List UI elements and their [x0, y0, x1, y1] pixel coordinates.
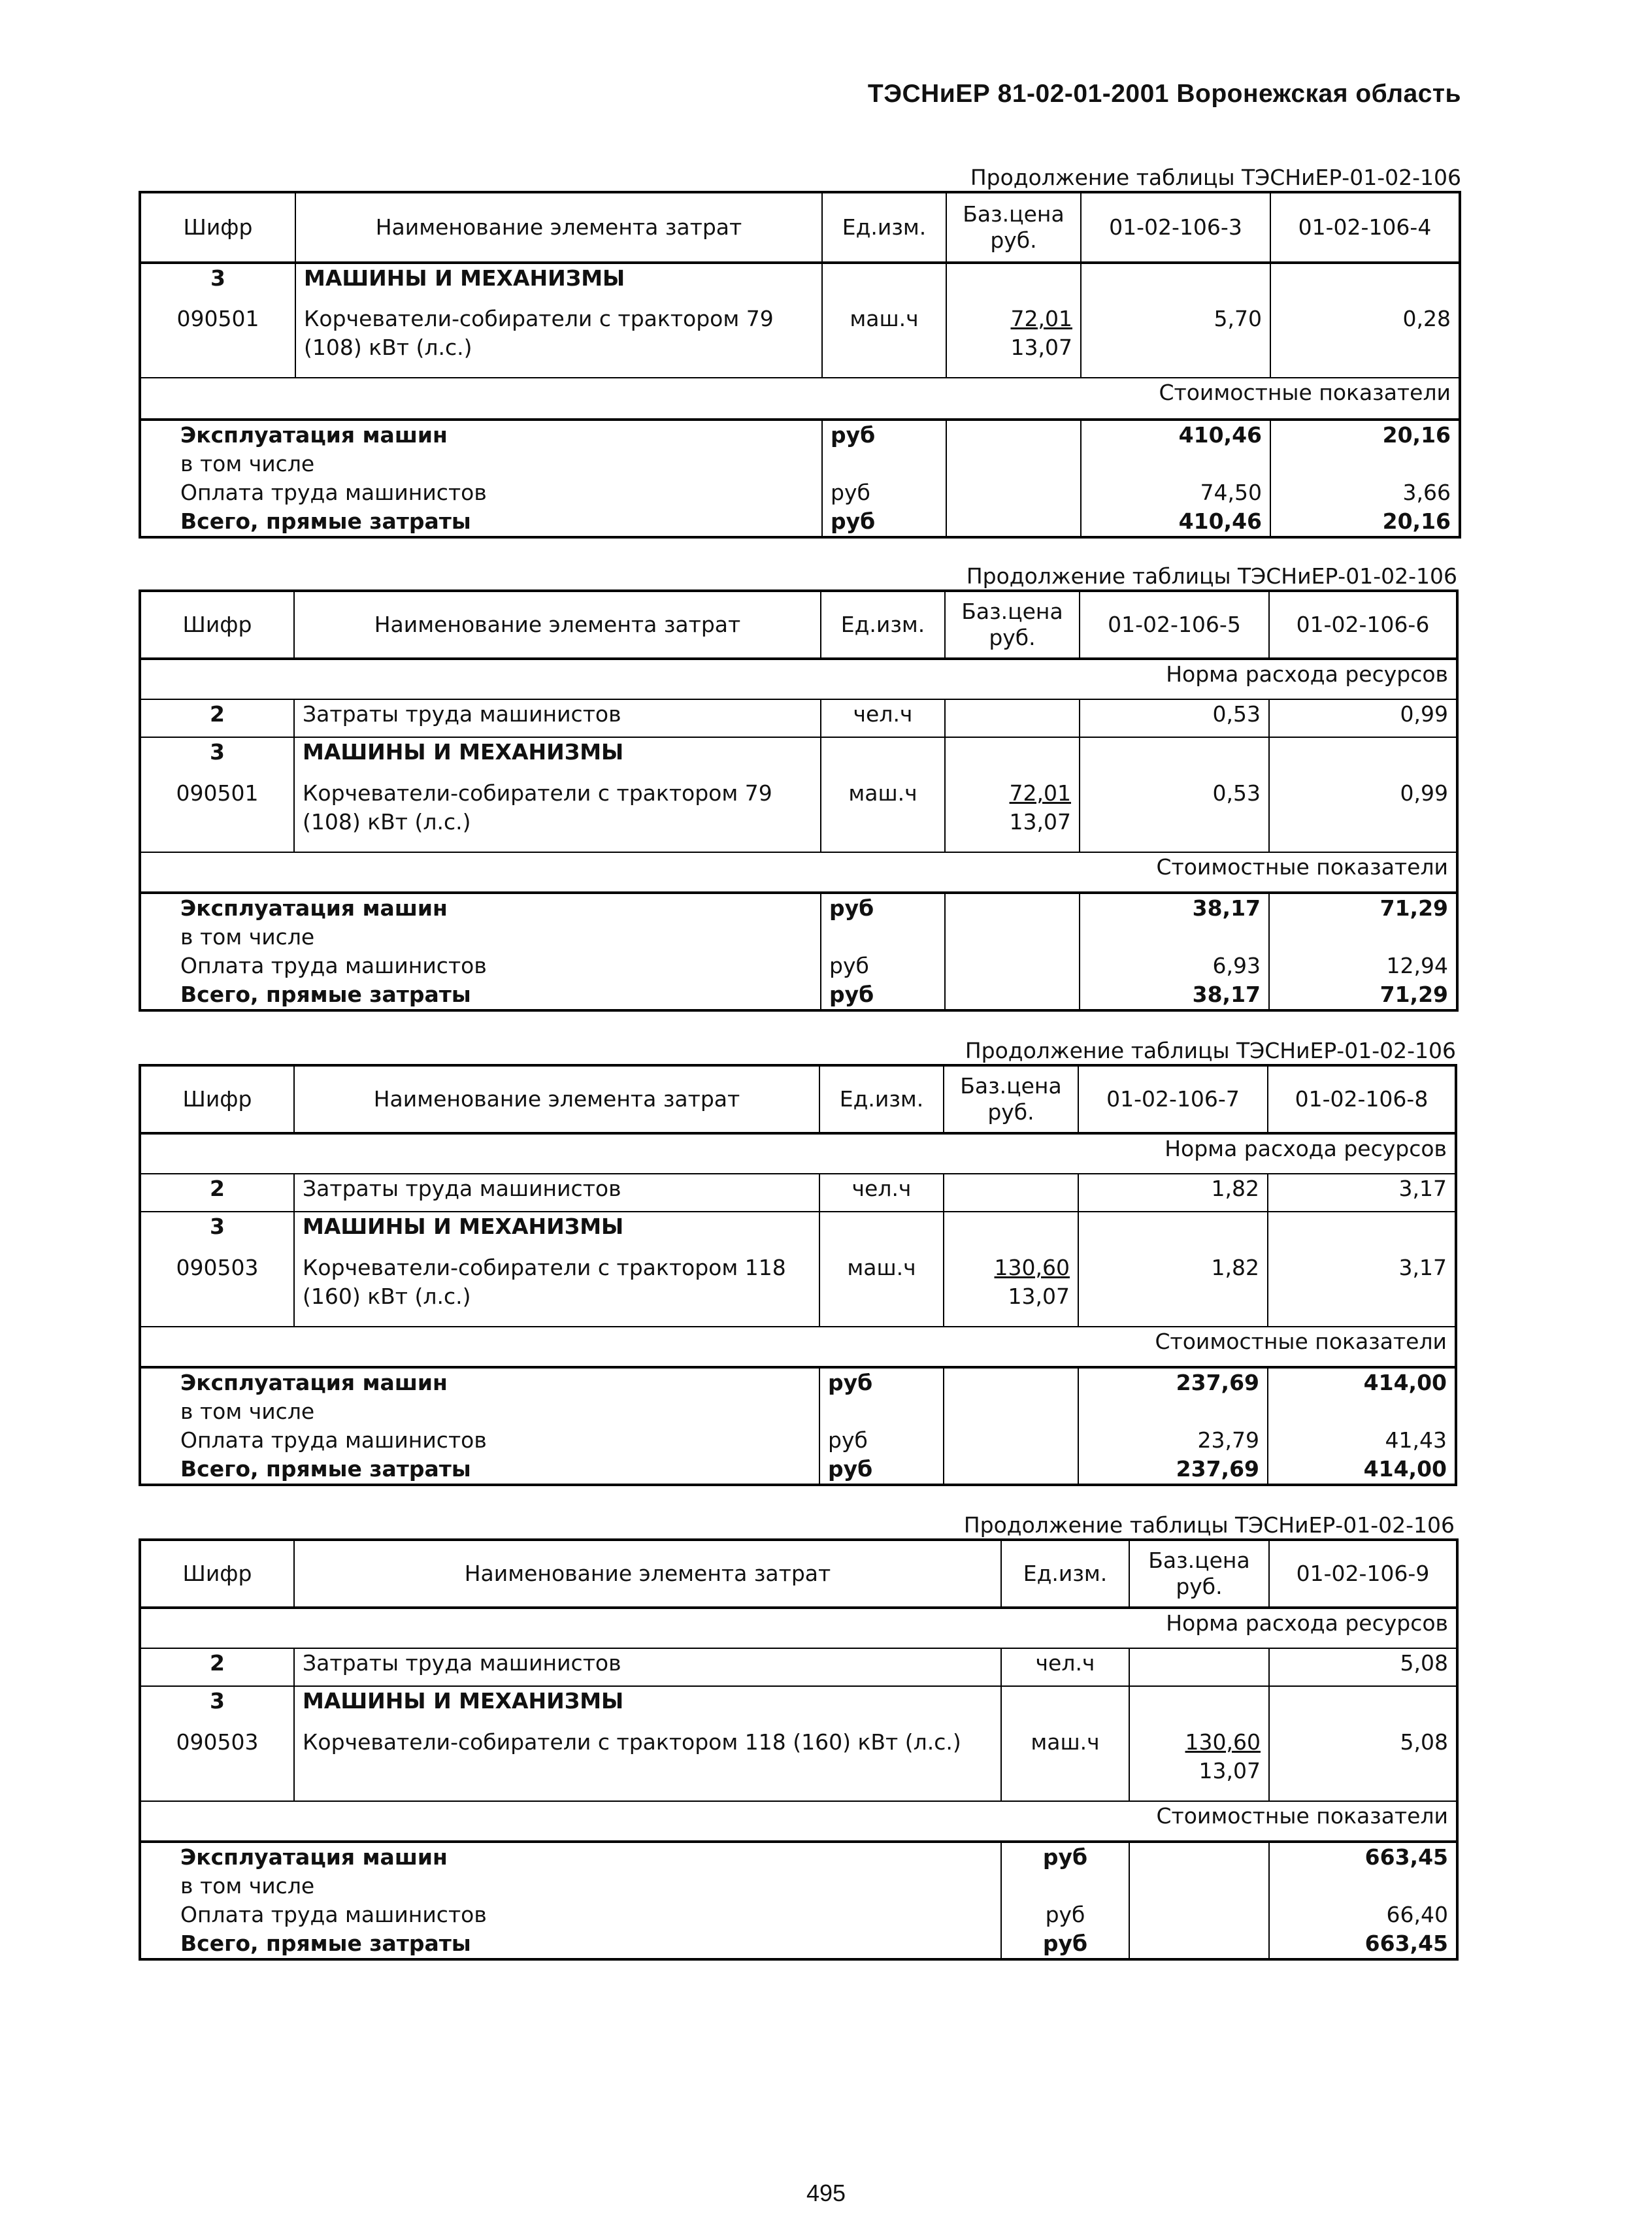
col-name-header: Наименование элемента затрат — [294, 1065, 819, 1133]
price-bottom: 13,07 — [1008, 1284, 1070, 1309]
total-label: Всего, прямые затраты — [140, 1455, 819, 1485]
section-code: 3 — [140, 1686, 294, 1728]
cost-value: 38,17 — [1080, 980, 1269, 1010]
total-label: Всего, прямые затраты — [140, 1929, 1001, 1959]
labor-unit: чел.ч — [1001, 1648, 1129, 1686]
labor-name: Затраты труда машинистов — [294, 1648, 1001, 1686]
col-code-header: Шифр — [140, 192, 295, 263]
cost-caption: Стоимостные показатели — [140, 852, 1457, 893]
section-code: 2 — [140, 1174, 294, 1212]
section-code: 3 — [140, 263, 295, 305]
cost-value: 237,69 — [1078, 1367, 1268, 1397]
cost-caption: Стоимостные показатели — [140, 1801, 1457, 1842]
col-code-header: Шифр — [140, 591, 294, 659]
unit-label: руб — [1001, 1900, 1129, 1929]
col-name-header: Наименование элемента затрат — [294, 1540, 1001, 1608]
resource-name: Корчеватели-собиратели с трактором 118 (160) кВт (л.с.) — [294, 1253, 819, 1327]
norm-value: 0,28 — [1402, 306, 1451, 331]
col-unit-header: Ед.изм. — [819, 1065, 944, 1133]
unit-label: руб — [822, 478, 946, 507]
including-label: в том числе — [140, 1872, 1001, 1900]
col-norm-header: 01-02-106-6 — [1269, 591, 1457, 659]
col-norm-header: 01-02-106-7 — [1078, 1065, 1268, 1133]
col-norm-header: 01-02-106-5 — [1080, 591, 1269, 659]
resource-code: 090501 — [140, 305, 295, 378]
section-title: МАШИНЫ И МЕХАНИЗМЫ — [294, 737, 821, 779]
labor-name: Затраты труда машинистов — [294, 1174, 819, 1212]
resource-price — [945, 779, 1080, 852]
cost-value: 41,43 — [1385, 1427, 1447, 1453]
price-top: 130,60 — [994, 1255, 1070, 1280]
resource-unit: маш.ч — [1001, 1728, 1129, 1801]
price-bottom: 13,07 — [1198, 1758, 1261, 1784]
cost-value: 38,17 — [1080, 893, 1269, 923]
cost-value: 410,46 — [1081, 420, 1270, 450]
norm-value: 0,99 — [1269, 699, 1457, 737]
section-title: МАШИНЫ И МЕХАНИЗМЫ — [294, 1686, 1001, 1728]
price-top: 72,01 — [1010, 306, 1072, 331]
unit-label: руб — [822, 507, 946, 537]
norm-value: 3,17 — [1398, 1255, 1447, 1280]
price-bottom: 13,07 — [1010, 335, 1072, 360]
total-label: Всего, прямые затраты — [140, 980, 821, 1010]
resource-price — [1129, 1728, 1269, 1801]
price-bottom: 13,07 — [1009, 809, 1071, 835]
cost-value: 74,50 — [1081, 478, 1270, 507]
cost-value: 410,46 — [1081, 507, 1270, 537]
cost-value: 663,45 — [1269, 1842, 1457, 1872]
section-title: МАШИНЫ И МЕХАНИЗМЫ — [295, 263, 822, 305]
section-code: 3 — [140, 737, 294, 779]
cost-value: 414,00 — [1363, 1456, 1447, 1482]
norm-value: 1,82 — [1078, 1174, 1268, 1212]
norms-table — [139, 1064, 1457, 1486]
total-label: Всего, прямые затраты — [140, 507, 822, 537]
col-price-header: Баз.цена руб. — [944, 1065, 1078, 1133]
resource-unit: маш.ч — [819, 1253, 944, 1327]
cost-value: 3,66 — [1402, 480, 1451, 505]
unit-label: руб — [821, 952, 945, 980]
continuation-note: Продолжение таблицы ТЭСНиЕР-01-02-106 — [970, 165, 1461, 190]
norm-caption: Норма расхода ресурсов — [140, 1133, 1456, 1174]
labor-pay-label: Оплата труда машинистов — [140, 952, 821, 980]
col-unit-header: Ед.изм. — [821, 591, 945, 659]
labor-pay-label: Оплата труда машинистов — [140, 1426, 819, 1455]
cost-value: 20,16 — [1382, 508, 1451, 534]
col-unit-header: Ед.изм. — [1001, 1540, 1129, 1608]
resource-name: Корчеватели-собиратели с трактором 79 (108) кВт (л.с.) — [295, 305, 822, 378]
labor-unit: чел.ч — [821, 699, 945, 737]
unit-label: руб — [821, 980, 945, 1010]
including-label: в том числе — [140, 923, 821, 952]
unit-label: руб — [819, 1367, 944, 1397]
cost-value: 663,45 — [1364, 1931, 1448, 1956]
norm-value: 0,53 — [1080, 779, 1269, 852]
labor-unit: чел.ч — [819, 1174, 944, 1212]
labor-pay-label: Оплата труда машинистов — [140, 1900, 1001, 1929]
norms-table — [139, 191, 1461, 539]
resource-price — [944, 1253, 1078, 1327]
price-top: 130,60 — [1185, 1729, 1261, 1755]
unit-label: руб — [1001, 1929, 1129, 1959]
cost-value: 23,79 — [1078, 1426, 1268, 1455]
unit-label: руб — [819, 1455, 944, 1485]
cost-value: 12,94 — [1386, 953, 1448, 978]
resource-code: 090503 — [140, 1728, 294, 1801]
col-price-header: Баз.цена руб. — [1129, 1540, 1269, 1608]
col-norm-header: 01-02-106-9 — [1269, 1540, 1457, 1608]
norms-table — [139, 589, 1459, 1012]
col-norm-header: 01-02-106-3 — [1081, 192, 1270, 263]
including-label: в том числе — [140, 1397, 819, 1426]
cost-caption: Стоимостные показатели — [140, 1327, 1456, 1367]
norm-value: 5,08 — [1269, 1648, 1457, 1686]
unit-label: руб — [821, 893, 945, 923]
norms-table — [139, 1538, 1459, 1961]
col-price-header: Баз.цена руб. — [945, 591, 1080, 659]
resource-code: 090501 — [140, 779, 294, 852]
unit-label: руб — [1001, 1842, 1129, 1872]
section-code: 3 — [140, 1212, 294, 1253]
cost-value: 414,00 — [1268, 1367, 1456, 1397]
cost-value: 71,29 — [1379, 982, 1448, 1007]
col-price-header: Баз.цена руб. — [946, 192, 1081, 263]
norm-value: 5,08 — [1400, 1729, 1448, 1755]
page-title: ТЭСНиЕР 81-02-01-2001 Воронежская область — [867, 80, 1461, 108]
resource-code: 090503 — [140, 1253, 294, 1327]
including-label: в том числе — [140, 450, 822, 478]
section-code: 2 — [140, 1648, 294, 1686]
section-title: МАШИНЫ И МЕХАНИЗМЫ — [294, 1212, 819, 1253]
continuation-note: Продолжение таблицы ТЭСНиЕР-01-02-106 — [963, 1512, 1455, 1538]
cost-value: 20,16 — [1270, 420, 1460, 450]
page-number: 495 — [806, 2180, 846, 2206]
resource-unit: маш.ч — [821, 779, 945, 852]
price-top: 72,01 — [1009, 780, 1071, 806]
unit-label: руб — [819, 1426, 944, 1455]
col-unit-header: Ед.изм. — [822, 192, 946, 263]
continuation-note: Продолжение таблицы ТЭСНиЕР-01-02-106 — [965, 1038, 1456, 1063]
exploitation-label: Эксплуатация машин — [140, 893, 821, 923]
cost-value: 71,29 — [1269, 893, 1457, 923]
unit-label: руб — [822, 420, 946, 450]
exploitation-label: Эксплуатация машин — [140, 1367, 819, 1397]
norm-caption: Норма расхода ресурсов — [140, 659, 1457, 699]
norm-caption: Норма расхода ресурсов — [140, 1608, 1457, 1648]
col-code-header: Шифр — [140, 1540, 294, 1608]
norm-value: 1,82 — [1078, 1253, 1268, 1327]
continuation-note: Продолжение таблицы ТЭСНиЕР-01-02-106 — [966, 563, 1457, 589]
col-name-header: Наименование элемента затрат — [295, 192, 822, 263]
cost-value: 6,93 — [1080, 952, 1269, 980]
labor-name: Затраты труда машинистов — [294, 699, 821, 737]
resource-unit: маш.ч — [822, 305, 946, 378]
cost-value: 66,40 — [1386, 1902, 1448, 1927]
col-norm-header: 01-02-106-8 — [1268, 1065, 1456, 1133]
labor-pay-label: Оплата труда машинистов — [140, 478, 822, 507]
exploitation-label: Эксплуатация машин — [140, 420, 822, 450]
cost-caption: Стоимостные показатели — [140, 378, 1460, 420]
norm-value: 3,17 — [1268, 1174, 1456, 1212]
exploitation-label: Эксплуатация машин — [140, 1842, 1001, 1872]
norm-value: 0,53 — [1080, 699, 1269, 737]
col-norm-header: 01-02-106-4 — [1270, 192, 1460, 263]
norm-value: 5,70 — [1081, 305, 1270, 378]
resource-price — [946, 305, 1081, 378]
cost-value: 237,69 — [1078, 1455, 1268, 1485]
resource-name: Корчеватели-собиратели с трактором 79 (108) кВт (л.с.) — [294, 779, 821, 852]
section-code: 2 — [140, 699, 294, 737]
norm-value: 0,99 — [1400, 780, 1448, 806]
resource-name: Корчеватели-собиратели с трактором 118 (160) кВт (л.с.) — [294, 1728, 1001, 1801]
col-code-header: Шифр — [140, 1065, 294, 1133]
col-name-header: Наименование элемента затрат — [294, 591, 821, 659]
